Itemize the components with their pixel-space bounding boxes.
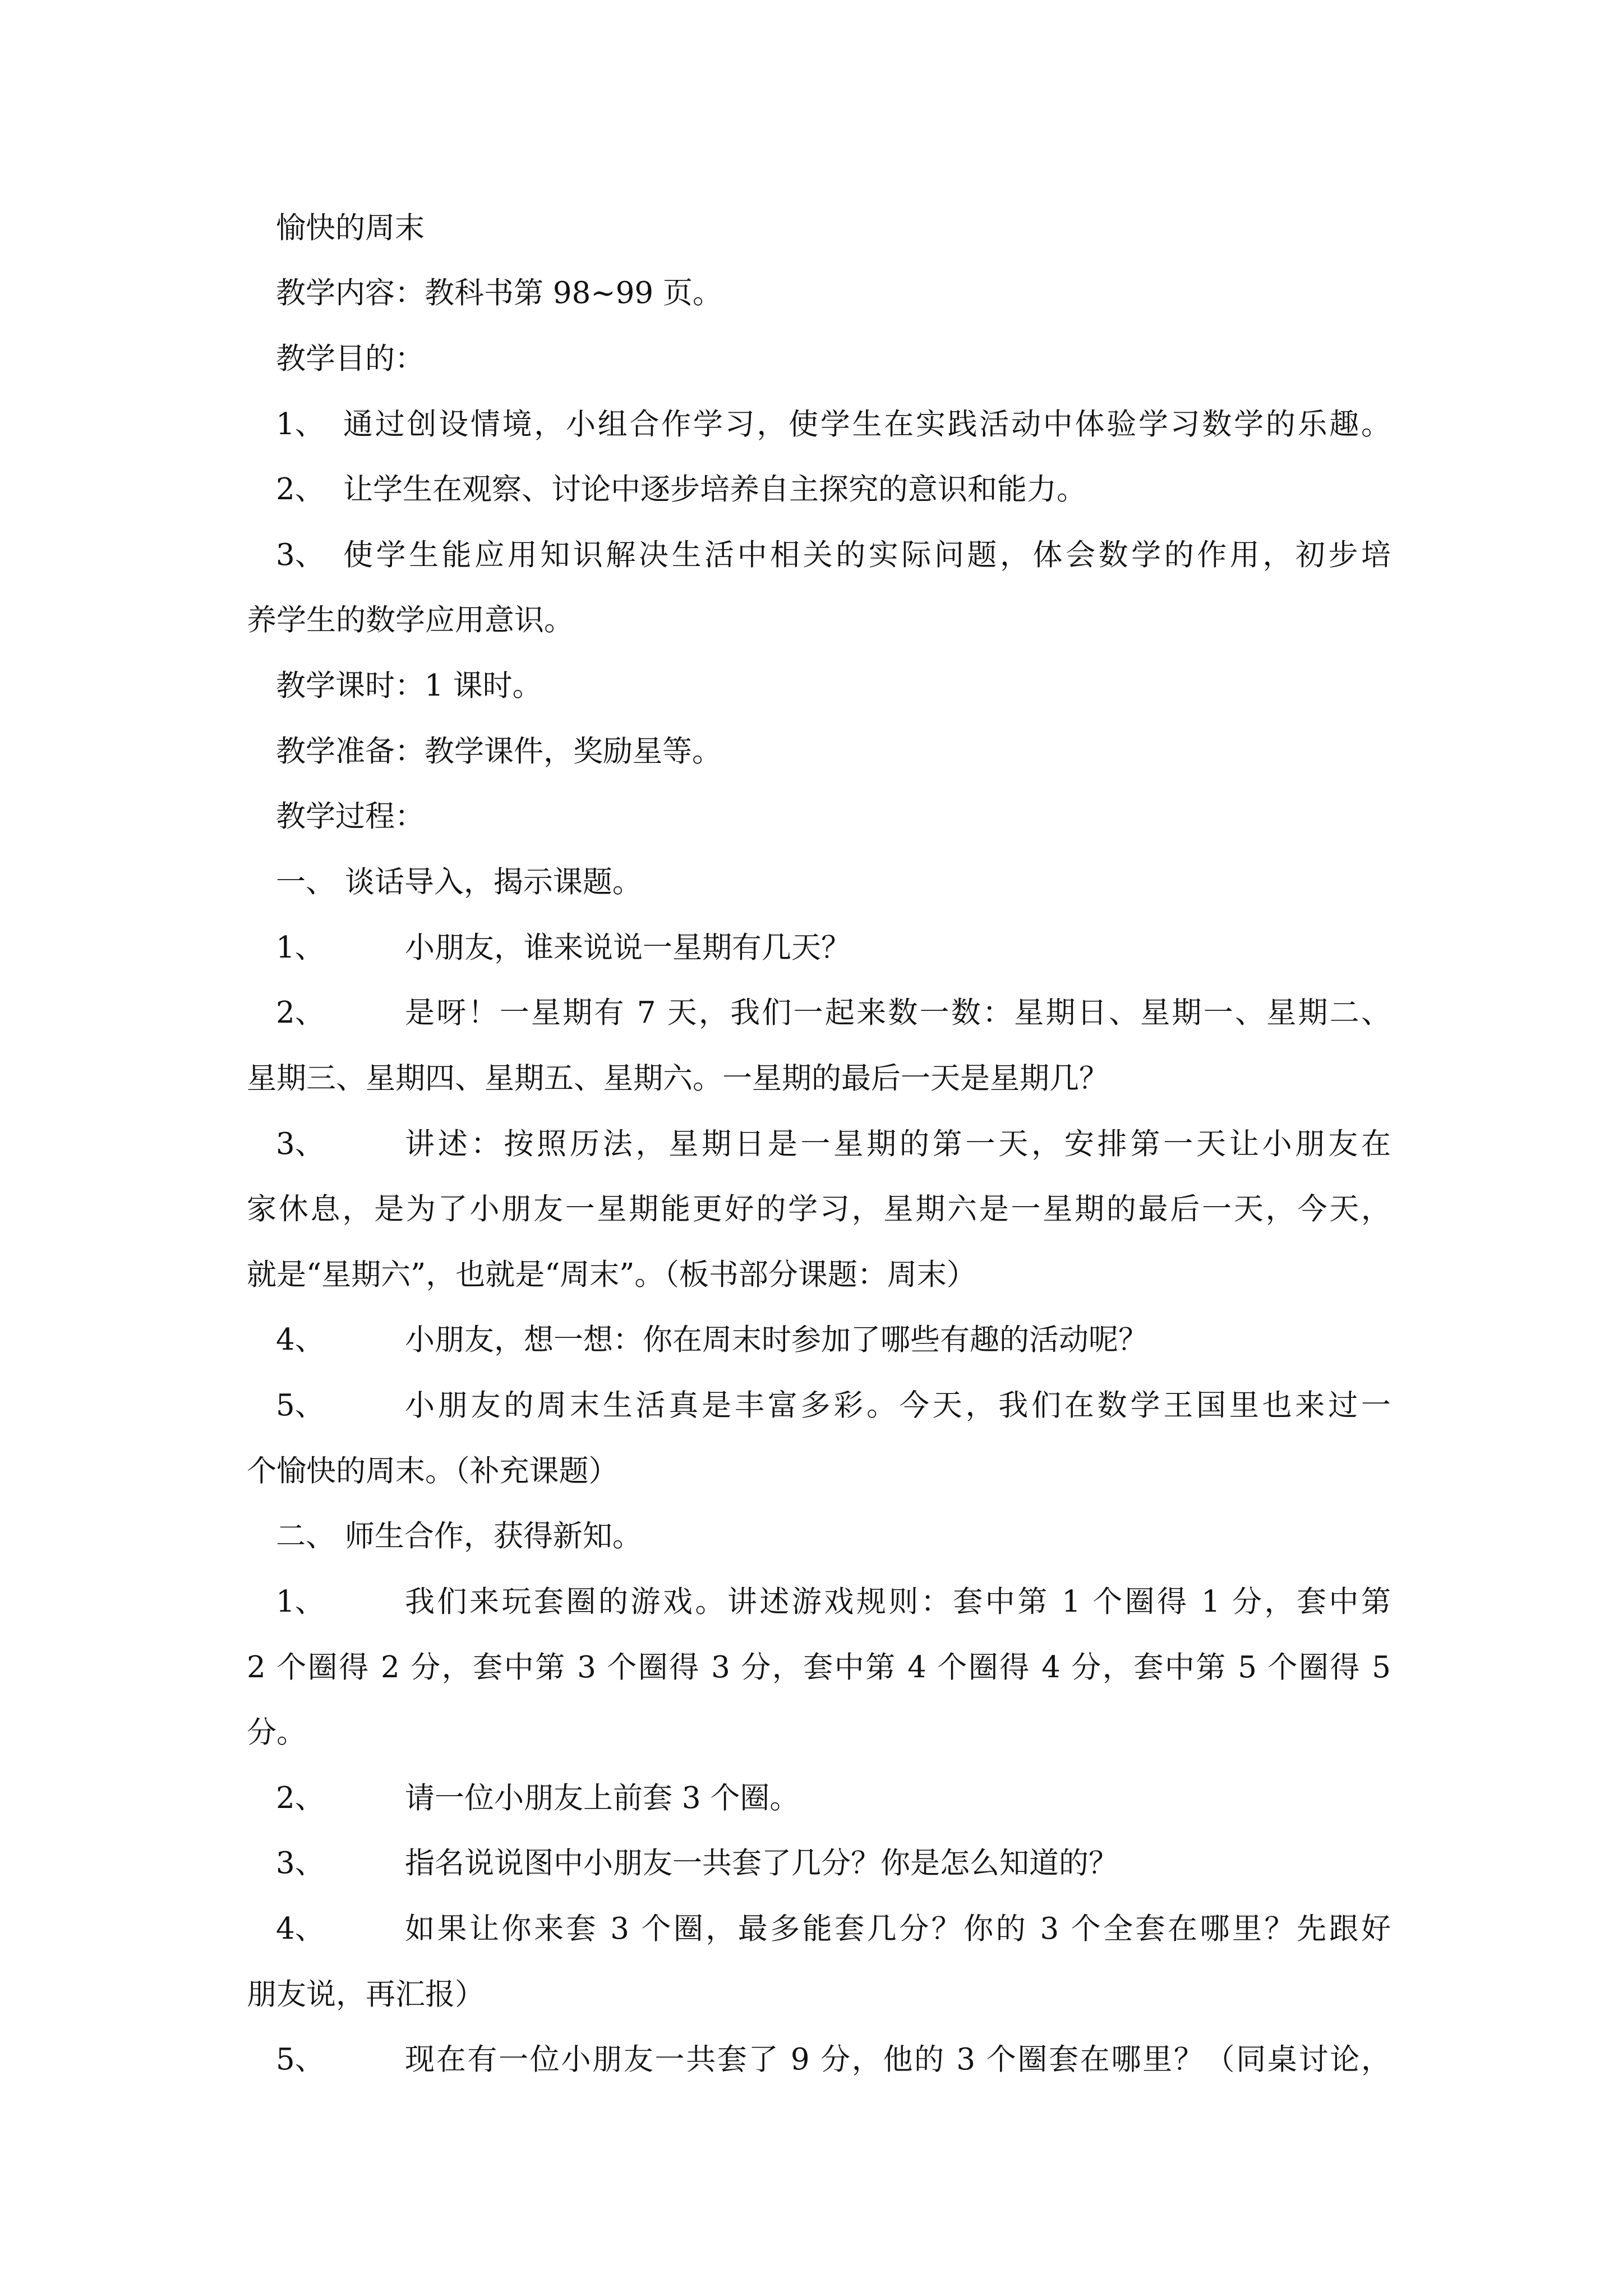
item-number: 2、: [276, 472, 325, 507]
teaching-process-label: 教学过程：: [276, 799, 425, 834]
item-text: 讲述：按照历法，星期日是一星期的第一天，安排第一天让小朋友在: [405, 1127, 1391, 1161]
process-item-continuation: 个愉快的周末。（补充课题）: [247, 1454, 619, 1488]
process-item: [276, 1125, 1426, 1164]
item-text: 小朋友，谁来说说一星期有几天？: [405, 931, 851, 965]
item-number: 3、: [276, 1846, 325, 1880]
item-text: 指名说说图中小朋友一共套了几分？你是怎么知道的？: [405, 1846, 1118, 1880]
teaching-preparation: 教学准备：教学课件，奖励星等。: [276, 734, 722, 769]
process-item-continuation: 就是“星期六”，也就是“周末”。（板书部分课题：周末）: [247, 1258, 976, 1292]
item-number: 5、: [276, 1388, 325, 1423]
item-number: 2、: [276, 1781, 325, 1815]
item-text: 如果让你来套 3 个圈，最多能套几分？你的 3 个全套在哪里？先跟好: [405, 1912, 1391, 1946]
item-number: 4、: [276, 1912, 325, 1946]
item-number: 4、: [276, 1323, 325, 1357]
teaching-goal-label: 教学目的：: [276, 342, 425, 376]
section-heading-2: 二、 师生合作，获得新知。: [276, 1519, 642, 1553]
item-text: 小朋友的周末生活真是丰富多彩。今天，我们在数学王国里也来过一: [405, 1388, 1391, 1423]
document-title: 愉快的周末: [276, 211, 425, 245]
item-number: 1、: [276, 1585, 325, 1619]
item-number: 2、: [276, 996, 325, 1030]
item-number: 3、: [276, 1127, 325, 1161]
process-item: [276, 993, 1426, 1033]
process-item: [276, 1320, 1426, 1360]
process-item-continuation: [247, 1648, 1396, 1687]
process-item-continuation: 星期三、星期四、星期五、星期六。一星期的最后一天是星期几？: [247, 1061, 1109, 1096]
process-item: [276, 1844, 1426, 1883]
teaching-hours: 教学课时：1 课时。: [276, 669, 542, 703]
item-number: 5、: [276, 2042, 325, 2077]
item-text: 小朋友，想一想：你在周末时参加了哪些有趣的活动呢？: [405, 1323, 1148, 1357]
process-item: [276, 928, 1426, 968]
process-item: [276, 1779, 1426, 1818]
process-item-continuation: [247, 1190, 1396, 1229]
goal-item: [276, 470, 1426, 509]
item-text: 是呀！一星期有 7 天，我们一起来数一数：星期日、星期一、星期二、: [405, 996, 1391, 1030]
section-heading-1: 一、 谈话导入，揭示课题。: [276, 865, 642, 899]
item-number: 1、: [276, 407, 325, 441]
goal-item-continuation: 养学生的数学应用意识。: [247, 603, 574, 637]
process-item: [276, 2040, 1426, 2079]
goal-item: [276, 536, 1426, 575]
teaching-content: 教学内容：教科书第 98~99 页。: [276, 276, 722, 310]
item-text: 使学生能应用知识解决生活中相关的实际问题，体会数学的作用，初步培: [343, 538, 1391, 572]
continuation-text: 2 个圈得 2 分，套中第 3 个圈得 3 分，套中第 4 个圈得 4 分，套中第 5 个圈得 5: [247, 1650, 1391, 1685]
item-text: 现在有一位小朋友一共套了 9 分，他的 3 个圈套在哪里？（同桌讨论，: [405, 2042, 1391, 2077]
item-text: 让学生在观察、讨论中逐步培养自主探究的意识和能力。: [343, 472, 1086, 507]
process-item: [276, 1910, 1426, 1949]
item-text: 通过创设情境，小组合作学习，使学生在实践活动中体验学习数学的乐趣。: [343, 407, 1391, 441]
process-item-continuation: 分。: [247, 1715, 306, 1750]
goal-item: [276, 405, 1426, 444]
item-number: 1、: [276, 931, 325, 965]
process-item: [276, 1582, 1426, 1622]
process-item-continuation: 朋友说，再汇报）: [247, 1977, 485, 2012]
item-number: 3、: [276, 538, 325, 572]
item-text: 请一位小朋友上前套 3 个圈。: [405, 1781, 800, 1815]
process-item: [276, 1386, 1426, 1425]
item-text: 我们来玩套圈的游戏。讲述游戏规则：套中第 1 个圈得 1 分，套中第: [405, 1585, 1391, 1619]
continuation-text: 家休息，是为了小朋友一星期能更好的学习，星期六是一星期的最后一天，今天，: [247, 1192, 1391, 1226]
